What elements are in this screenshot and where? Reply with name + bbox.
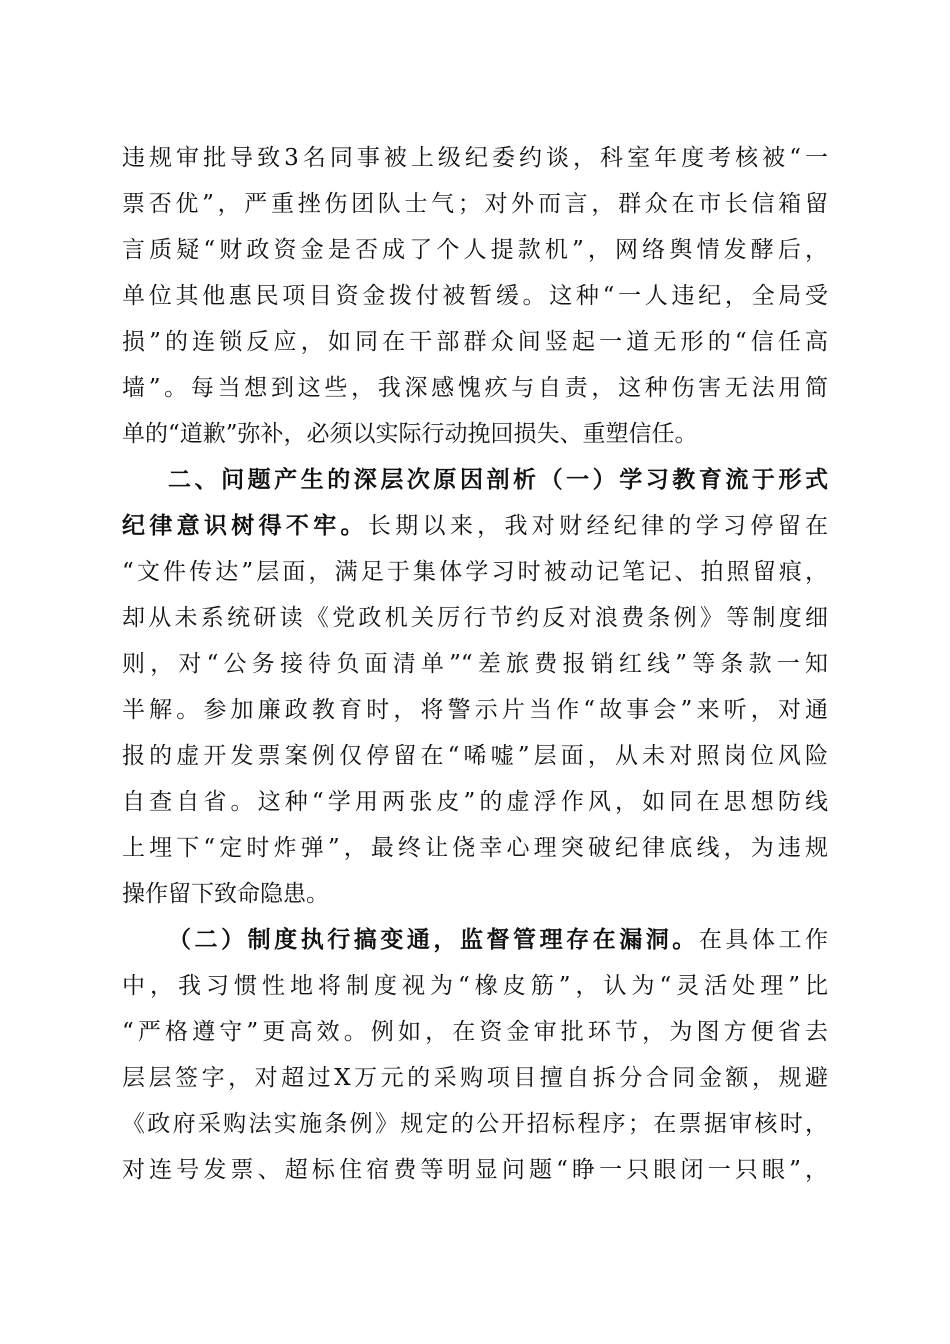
text-line: 则，对“公务接待负面清单”“差旅费报销红线”等条款一知 <box>122 651 828 677</box>
text-line: 单位其他惠民项目资金拨付被暂缓。这种“一人违纪，全局受 <box>122 283 828 309</box>
text-line: 操作留下致命隐患。 <box>122 881 329 907</box>
text-line: “文件传达”层面，满足于集体学习时被动记笔记、拍照留痕， <box>122 559 828 585</box>
text-line: 票否优”，严重挫伤团队士气；对外而言，群众在市长信箱留 <box>122 191 828 217</box>
text-line: 报的虚开发票案例仅停留在“唏嘘”层面，从未对照岗位风险 <box>122 743 828 769</box>
text-line-mixed <box>168 920 828 960</box>
text-line: 却从未系统研读《党政机关厉行节约反对浪费条例》等制度细 <box>122 605 828 631</box>
subsection-heading: （二）制度执行搞变通，监督管理存在漏洞。 <box>168 927 699 953</box>
text-span: 长期以来，我对财经纪律的学习停留在 <box>367 513 828 539</box>
section-heading: 二、问题产生的深层次原因剖析（一）学习教育流于形式 <box>168 467 828 493</box>
section-heading-continuation: 纪律意识树得不牢。 <box>122 513 368 539</box>
text-line: 对连号发票、超标住宿费等明显问题“睁一只眼闭一只眼”， <box>122 1157 828 1183</box>
text-line: 损”的连锁反应，如同在干部群众间竖起一道无形的“信任高 <box>122 329 828 355</box>
text-line: 层层签字，对超过X万元的采购项目擅自拆分合同金额，规避 <box>122 1065 828 1091</box>
text-line-mixed <box>122 506 828 546</box>
text-line: 墙”。每当想到这些，我深感愧疚与自责，这种伤害无法用简 <box>122 375 828 401</box>
text-line: “严格遵守”更高效。例如，在资金审批环节，为图方便省去 <box>122 1019 828 1045</box>
text-line: 自查自省。这种“学用两张皮”的虚浮作风，如同在思想防线 <box>122 789 828 815</box>
text-line: 《政府采购法实施条例》规定的公开招标程序；在票据审核时， <box>122 1111 828 1137</box>
text-line: 上埋下“定时炸弹”，最终让侥幸心理突破纪律底线，为违规 <box>122 835 828 861</box>
text-line: 单的“道歉”弥补，必须以实际行动挽回损失、重塑信任。 <box>122 421 698 447</box>
text-line: 半解。参加廉政教育时，将警示片当作“故事会”来听，对通 <box>122 697 828 723</box>
text-line: 中，我习惯性地将制度视为“橡皮筋”，认为“灵活处理”比 <box>122 973 828 999</box>
text-span: 在具体工作 <box>698 927 828 953</box>
text-line: 言质疑“财政资金是否成了个人提款机”，网络舆情发酵后， <box>122 237 828 263</box>
text-line: 违规审批导致3名同事被上级纪委约谈，科室年度考核被“一 <box>122 145 828 171</box>
